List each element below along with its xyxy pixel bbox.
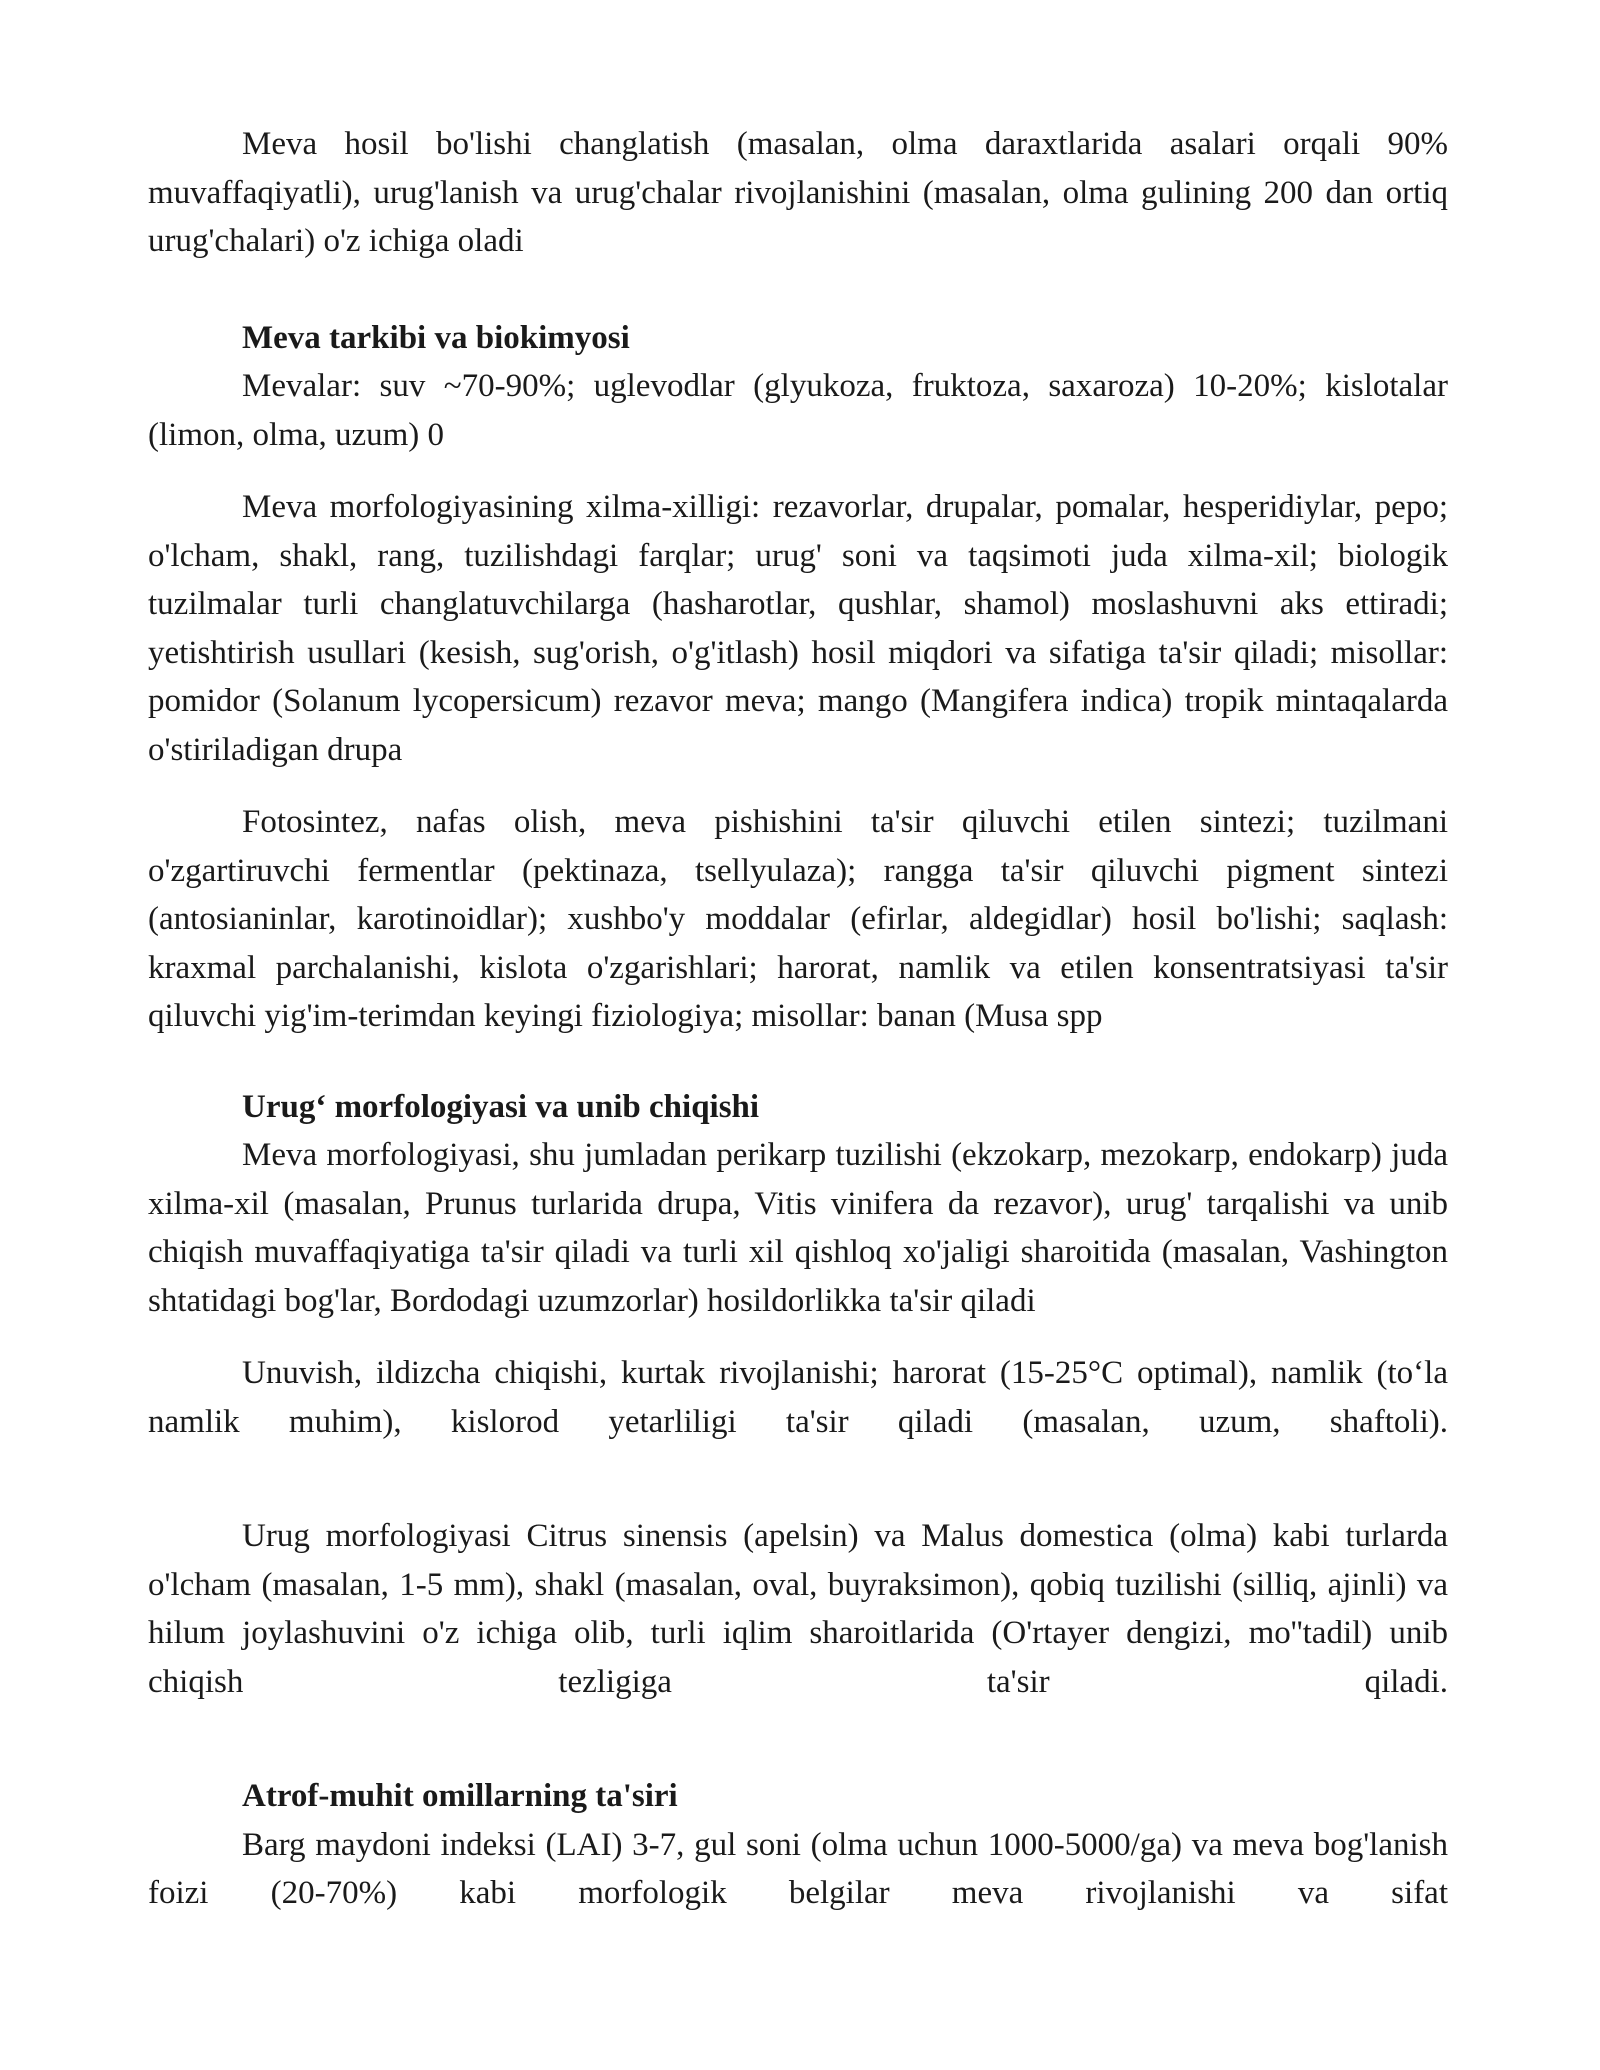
spacer bbox=[148, 1325, 1448, 1349]
paragraph-fruit-content: Mevalar: suv ~70-90%; uglevodlar (glyukoza, fruktoza, saxaroza) 10-20%; kislotalar (limon, olma, uzum) 0 bbox=[148, 368, 1448, 453]
document-page bbox=[148, 120, 1448, 1918]
spacer bbox=[148, 1706, 1448, 1772]
spacer bbox=[148, 774, 1448, 798]
paragraph-physiology: Fotosintez, nafas olish, meva pishishini ta'sir qiluvchi etilen sintezi; tuzilmani o'zgartiruvchi fermentlar (pektinaza, tsellyulaza); rangga ta'sir qiluvchi pigment sintezi (antosianinlar, karotinoidlar); xushbo'y moddalar (efirlar, aldegidlar) hosil bo'lishi; saqlash: kraxmal parchalanishi, kislota o'zgarishlari; harorat, namlik va etilen konsentratsiyasi ta'sir qiluvchi yig'im-terimdan keyingi fiziologiya; misollar: banan (Musa spp bbox=[148, 804, 1448, 1034]
paragraph-seed-morphology-species: Urug morfologiyasi Citrus sinensis (apelsin) va Malus domestica (olma) kabi turlarda o'lcham (masalan, 1-5 mm), shakl (masalan, oval, buyraksimon), qobiq tuzilishi (silliq, ajinli) va hilum joylashuvini o'z ichiga olib, turli iqlim sharoitlarida (O'rtayer dengizi, mo''tadil) unib chiqish tezligiga ta'sir qiladi. bbox=[148, 1518, 1448, 1700]
heading-fruit-composition: Meva tarkibi va biokimyosi bbox=[242, 319, 630, 356]
spacer bbox=[148, 1041, 1448, 1083]
spacer bbox=[148, 459, 1448, 483]
paragraph-fruit-morphology-diversity: Meva morfologiyasining xilma-xilligi: rezavorlar, drupalar, pomalar, hesperidiylar, pepo; o'lcham, shakl, rang, tuzilishdagi farqlar; urug' soni va taqsimoti juda xilma-xil; biologik tuzilmalar turli changlatuvchilarga (hasharotlar, qushlar, shamol) moslashuvni aks ettiradi; yetishtirish usullari (kesish, sug'orish, o'g'itlash) hosil miqdori va sifatiga ta'sir qiladi; misollar: pomidor (Solanum lycopersicum) rezavor meva; mango (Mangifera indica) tropik mintaqalarda o'stiriladigan drupa bbox=[148, 489, 1448, 768]
paragraph-pericarp: Meva morfologiyasi, shu jumladan perikarp tuzilishi (ekzokarp, mezokarp, endokarp) juda xilma-xil (masalan, Prunus turlarida drupa, Vitis vinifera da rezavor), urug' tarqalishi va unib chiqish muvaffaqiyatiga ta'sir qiladi va turli xil qishloq xo'jaligi sharoitida (masalan, Vashington shtatidagi bog'lar, Bordodagi uzumzorlar) hosildorlikka ta'sir qiladi bbox=[148, 1137, 1448, 1319]
heading-environment-factors: Atrof-muhit omillarning ta'siri bbox=[242, 1778, 678, 1814]
spacer bbox=[148, 266, 1448, 314]
paragraph-fruit-formation: Meva hosil bo'lishi changlatish (masalan, olma daraxtlarida asalari orqali 90% muvaffaqiyatli), urug'lanish va urug'chalar rivojlanishini (masalan, olma gulining 200 dan ortiq urug'chalari) o'z ichiga oladi bbox=[148, 126, 1448, 259]
paragraph-leaf-area-index: Barg maydoni indeksi (LAI) 3-7, gul soni (olma uchun 1000-5000/ga) va meva bog'lanish foizi (20-70%) kabi morfologik belgilar meva rivojlanishi va sifat bbox=[148, 1826, 1448, 1911]
heading-seed-morphology: Urug‘ morfologiyasi va unib chiqishi bbox=[242, 1088, 760, 1125]
spacer bbox=[148, 1446, 1448, 1512]
paragraph-germination: Unuvish, ildizcha chiqishi, kurtak rivojlanishi; harorat (15-25°C optimal), namlik (to‘la namlik muhim), kislorod yetarliligi ta'sir qiladi (masalan, uzum, shaftoli). bbox=[148, 1355, 1448, 1440]
